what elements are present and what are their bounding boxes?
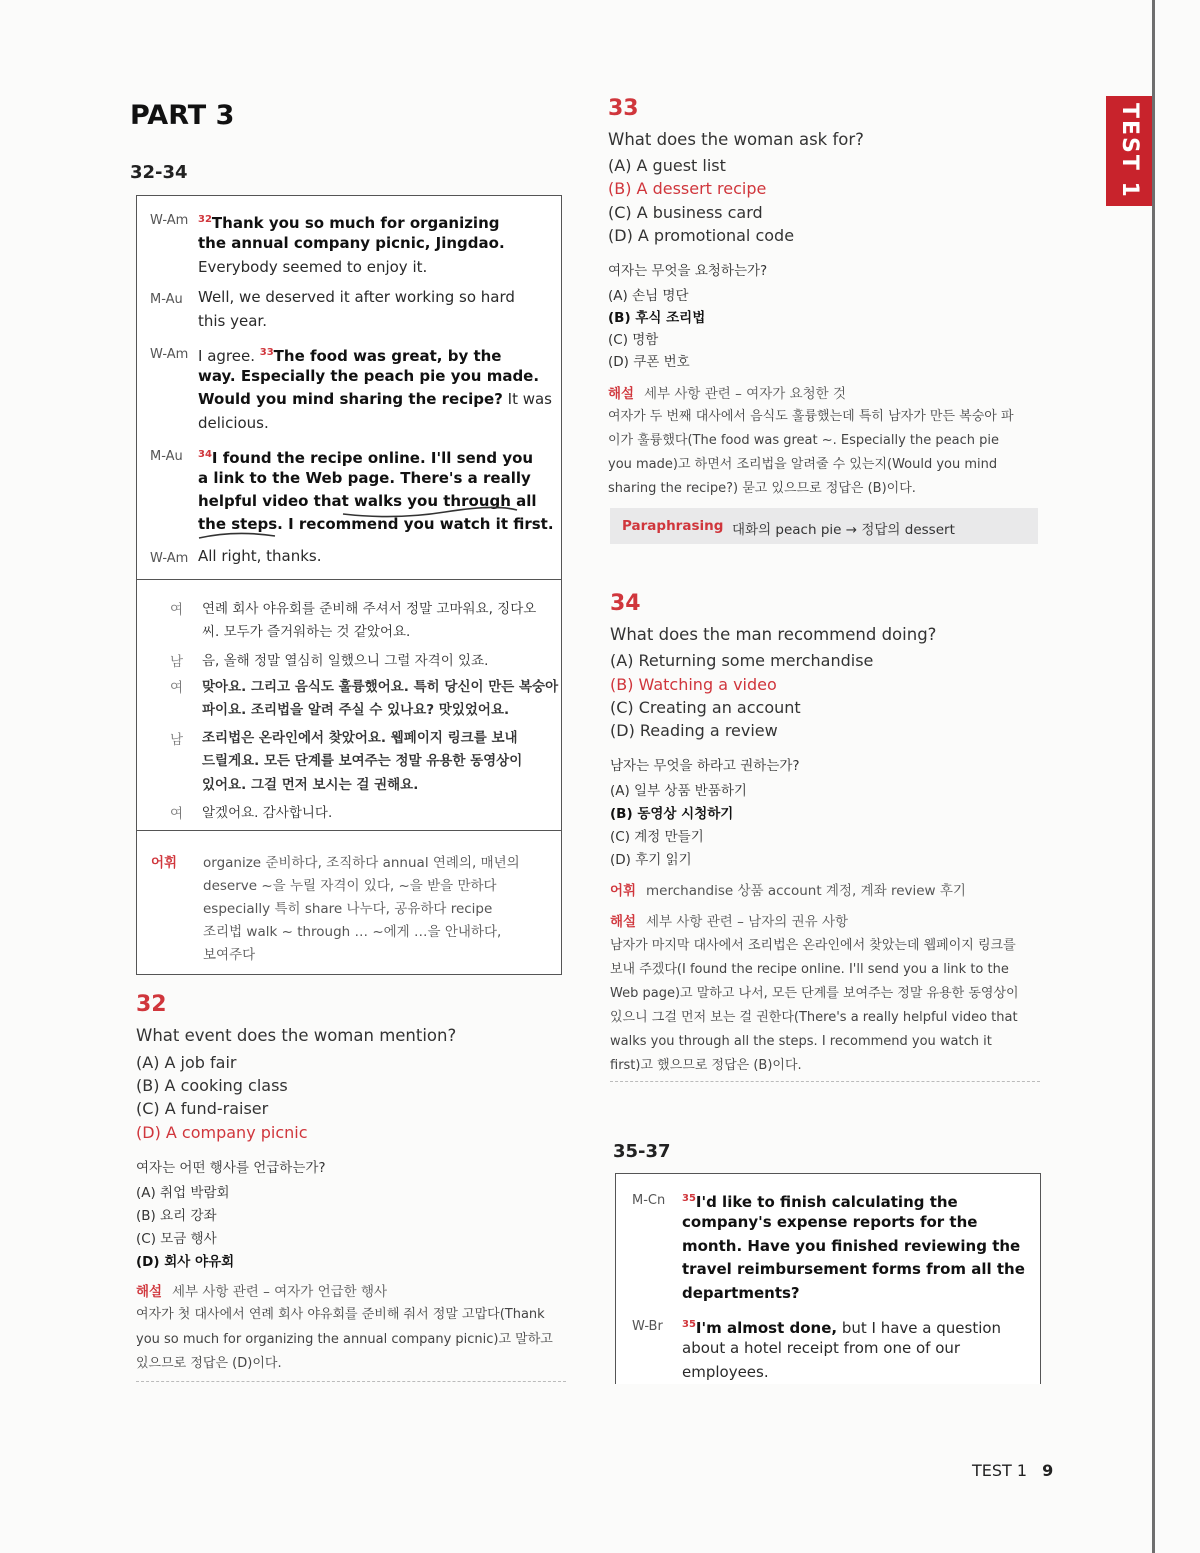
translation-speaker: 남 — [170, 732, 184, 748]
option-c: (C) A fund-raiser — [136, 1099, 269, 1118]
option-a: (A) Returning some merchandise — [610, 651, 874, 670]
script-line: I agree. $^{33}$The food was great, by the — [198, 347, 502, 365]
option-b-answer: (B) A dessert recipe — [608, 179, 767, 198]
ref-number: 35 — [682, 1193, 696, 1204]
ref-number: 34 — [198, 449, 212, 460]
ref-number: 35 — [682, 1319, 696, 1330]
script-line: employees. — [682, 1363, 769, 1381]
explanation-line: Web page)고 말하고 나서, 모든 단계를 보여주는 정말 유용한 동영상이 — [610, 986, 1019, 1001]
translation-line: 맞아요. 그리고 음식도 훌륭했어요. 특히 당신이 만든 복숭아 — [202, 679, 559, 695]
explanation-tag: 해설 — [610, 914, 637, 930]
script-line: $^{35}$I'm almost done, but I have a question — [682, 1319, 1002, 1337]
option-b-answer: (B) Watching a video — [610, 675, 777, 694]
vocab-line: especially 특히 share 나누다, 공유하다 recipe — [203, 901, 493, 917]
box-divider — [137, 830, 561, 831]
ref-number: 33 — [259, 347, 274, 358]
script-line: a link to the Web page. There's a really — [198, 469, 531, 487]
kr-option: (A) 일부 상품 반품하기 — [610, 783, 747, 799]
option-a: (A) A guest list — [608, 156, 726, 175]
script-line: way. Especially the peach pie you made. — [198, 367, 540, 385]
question-number: 32 — [136, 992, 167, 1017]
option-d-answer: (D) A company picnic — [136, 1123, 308, 1142]
kr-question: 여자는 어떤 행사를 언급하는가? — [136, 1160, 326, 1176]
explanation-line: you so much for organizing the annual company picnic)고 말하고 — [136, 1332, 553, 1347]
explanation-line: 여자가 두 번째 대사에서 음식도 훌륭했는데 특히 남자가 만든 복숭아 파 — [608, 409, 1014, 424]
script-line: delicious. — [198, 414, 269, 432]
side-tab-label: TEST 1 — [1117, 103, 1142, 199]
script-line: $^{32}$Thank you so much for organizing — [198, 214, 500, 232]
speaker-label: M-Au — [150, 449, 183, 464]
script-line: Would you mind sharing the recipe? It was — [198, 390, 552, 408]
explanation-title: 세부 사항 관련 – 남자의 권유 사항 — [646, 914, 849, 930]
question-text: What event does the woman mention? — [136, 1026, 457, 1045]
vocab-line: 조리법 walk ~ through … ~에게 …을 안내하다, — [203, 924, 502, 940]
divider — [610, 1081, 1040, 1082]
translation-line: 드릴게요. 모든 단계를 보여주는 정말 유용한 동영상이 — [202, 753, 523, 769]
explanation-line: 여자가 첫 대사에서 연례 회사 야유회를 준비해 줘서 정말 고맙다(Thank — [136, 1307, 545, 1322]
kr-option: (C) 명함 — [608, 332, 659, 348]
question-number: 33 — [608, 96, 639, 121]
translation-line: 조리법은 온라인에서 찾았어요. 웹페이지 링크를 보내 — [202, 730, 518, 746]
explanation-line: 있으므로 정답은 (D)이다. — [136, 1356, 282, 1371]
script-line: Well, we deserved it after working so hard — [198, 288, 515, 306]
explanation-line: walks you through all the steps. I recommend you watch it — [610, 1034, 992, 1049]
translation-line: 연례 회사 야유회를 준비해 주셔서 정말 고마워요, 징다오 — [202, 601, 537, 617]
explanation-line: first)고 했으므로 정답은 (B)이다. — [610, 1058, 802, 1073]
explanation-tag: 해설 — [136, 1284, 163, 1300]
vocab-tag: 어휘 — [151, 855, 178, 871]
script-line: travel reimbursement forms from all the — [682, 1260, 1025, 1278]
option-b: (B) A cooking class — [136, 1076, 288, 1095]
script-line: company's expense reports for the — [682, 1213, 978, 1231]
option-d: (D) A promotional code — [608, 226, 795, 245]
pen-underline — [195, 500, 525, 546]
speaker-label: W-Br — [632, 1319, 663, 1334]
vocab-line: organize 준비하다, 조직하다 annual 연례의, 매년의 — [203, 855, 520, 871]
script-line: $^{35}$I'd like to finish calculating the — [682, 1193, 958, 1211]
translation-line: 있어요. 그걸 먼저 보시는 걸 권해요. — [202, 777, 419, 793]
option-c: (C) A business card — [608, 203, 763, 222]
translation-line: 파이요. 조리법을 알려 주실 수 있나요? 맛있었어요. — [202, 702, 510, 718]
speaker-label: W-Am — [150, 551, 189, 566]
explanation-title: 세부 사항 관련 – 여자가 요청한 것 — [644, 386, 847, 402]
script-line: the steps. I recommend you watch it first. — [198, 515, 554, 533]
part-title: PART 3 — [130, 100, 235, 131]
script-line: month. Have you finished reviewing the — [682, 1237, 1021, 1255]
speaker-label: W-Am — [150, 213, 189, 228]
set-label-32-34: 32-34 — [130, 162, 188, 183]
kr-question: 남자는 무엇을 하라고 권하는가? — [610, 758, 800, 774]
kr-option: (A) 취업 박람회 — [136, 1185, 230, 1201]
speaker-label: M-Au — [150, 292, 183, 307]
kr-option: (C) 계정 만들기 — [610, 829, 704, 845]
vocab-line: merchandise 상품 account 계정, 계좌 review 후기 — [646, 883, 966, 899]
script-line: about a hotel receipt from one of our — [682, 1339, 961, 1357]
footer-label: TEST 1 — [972, 1461, 1028, 1480]
vocab-tag: 어휘 — [610, 883, 637, 899]
option-a: (A) A job fair — [136, 1053, 237, 1072]
kr-option: (D) 회사 야유회 — [136, 1254, 235, 1270]
question-text: What does the woman ask for? — [608, 130, 864, 149]
ref-number: 32 — [198, 214, 212, 225]
translation-speaker: 여 — [170, 806, 184, 822]
option-d: (D) Reading a review — [610, 721, 778, 740]
script-line: $^{34}$I found the recipe online. I'll send you — [198, 449, 534, 467]
script-line: helpful video that walks you through all — [198, 492, 537, 510]
kr-option: (A) 손님 명단 — [608, 288, 689, 304]
translation-line: 음, 올해 정말 열심히 일했으니 그럴 자격이 있죠. — [202, 653, 489, 669]
script-line: this year. — [198, 312, 267, 330]
page-number: 9 — [1042, 1461, 1054, 1480]
explanation-title: 세부 사항 관련 – 여자가 언급한 행사 — [172, 1284, 388, 1300]
kr-option: (B) 후식 조리법 — [608, 310, 706, 326]
translation-speaker: 여 — [170, 602, 184, 618]
kr-option: (D) 후기 읽기 — [610, 852, 692, 868]
vocab-line: deserve ~을 누릴 자격이 있다, ~을 받을 만하다 — [203, 878, 497, 894]
kr-option: (B) 요리 강좌 — [136, 1208, 217, 1224]
translation-line: 알겠어요. 감사합니다. — [202, 805, 333, 821]
translation-speaker: 여 — [170, 680, 184, 696]
script-line: the annual company picnic, Jingdao. — [198, 234, 505, 252]
kr-option: (C) 모금 행사 — [136, 1231, 217, 1247]
translation-speaker: 남 — [170, 654, 184, 670]
translation-line: 씨. 모두가 즐거워하는 것 같았어요. — [202, 624, 411, 640]
script-line: departments? — [682, 1284, 800, 1302]
script-line: Everybody seemed to enjoy it. — [198, 258, 428, 276]
explanation-line: 있으니 그걸 먼저 보는 걸 권한다(There's a really helpful video that — [610, 1010, 1018, 1025]
explanation-line: you made)고 하면서 조리법을 알려줄 수 있는지(Would you mind — [608, 457, 998, 472]
explanation-line: sharing the recipe?) 묻고 있으므로 정답은 (B)이다. — [608, 481, 916, 496]
set-label-35-37: 35-37 — [613, 1141, 671, 1162]
paraphrasing-text: 대화의 peach pie → 정답의 dessert — [732, 522, 955, 538]
explanation-line: 보내 주겠다(I found the recipe online. I'll send you a link to the — [610, 962, 1009, 977]
paraphrasing-tag: Paraphrasing — [622, 518, 724, 534]
explanation-line: 남자가 마지막 대사에서 조리법은 온라인에서 찾았는데 웹페이지 링크를 — [610, 938, 1016, 953]
kr-option: (D) 쿠폰 번호 — [608, 354, 690, 370]
explanation-line: 이가 훌륭했다(The food was great ~. Especially the peach pie — [608, 433, 999, 448]
vocab-line: 보여주다 — [203, 947, 256, 963]
kr-option: (B) 동영상 시청하기 — [610, 806, 734, 822]
box-divider — [137, 579, 561, 580]
divider — [136, 1381, 566, 1382]
page-edge — [1152, 0, 1155, 1553]
question-number: 34 — [610, 591, 641, 616]
script-line: All right, thanks. — [198, 547, 322, 565]
kr-question: 여자는 무엇을 요청하는가? — [608, 263, 768, 279]
speaker-label: M-Cn — [632, 1193, 666, 1208]
explanation-tag: 해설 — [608, 386, 635, 402]
speaker-label: W-Am — [150, 347, 189, 362]
option-c: (C) Creating an account — [610, 698, 801, 717]
footer — [972, 1461, 1053, 1480]
question-text: What does the man recommend doing? — [610, 625, 937, 644]
